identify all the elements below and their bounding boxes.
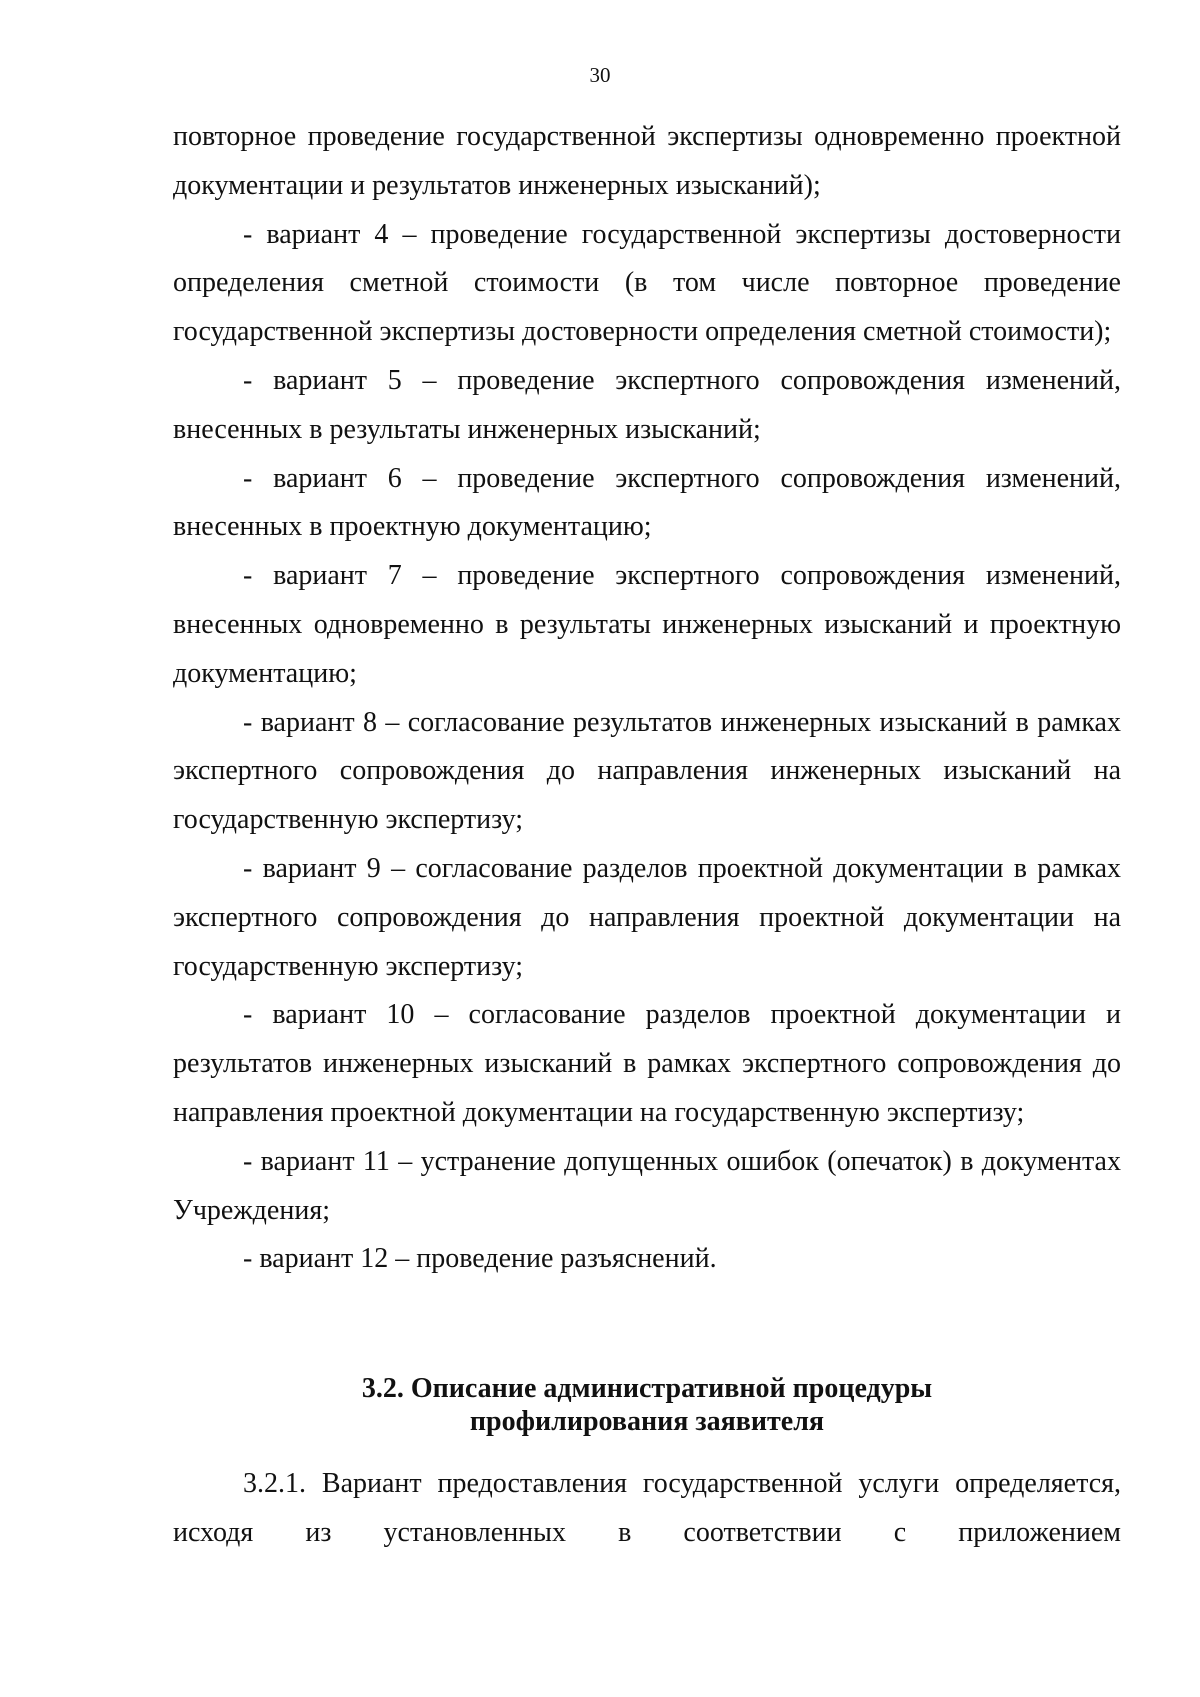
list-item-variant-8: - вариант 8 – согласование результатов инженерных изысканий в рамках экспертного сопровождения до направления инженерных изысканий на государственную экспертизу; <box>173 706 1121 836</box>
list-item-variant-4: - вариант 4 – проведение государственной экспертизы достоверности определения сметной стоимости (в том числе повторное проведение государственной экспертизы достоверности определения сметной стоимости); <box>173 218 1121 348</box>
section-body <box>173 1460 1121 1558</box>
list-item-variant-7: - вариант 7 – проведение экспертного сопровождения изменений, внесенных одновременно в результаты инженерных изысканий и проектную документацию; <box>173 560 1121 689</box>
list-item-variant-5: - вариант 5 – проведение экспертного сопровождения изменений, внесенных в результаты инженерных изысканий; <box>173 364 1121 445</box>
list-item-variant-11: - вариант 11 – устранение допущенных ошибок (опечаток) в документах Учреждения; <box>173 1145 1121 1226</box>
page-number: 30 <box>589 63 611 87</box>
section-heading <box>173 1372 1121 1438</box>
list-item-variant-6: - вариант 6 – проведение экспертного сопровождения изменений, внесенных в проектную документацию; <box>173 462 1121 543</box>
section-heading-line-2: профилирования заявителя <box>469 1406 825 1437</box>
list-item-variant-9: - вариант 9 – согласование разделов проектной документации в рамках экспертного сопровождения до направления проектной документации на государственную экспертизу; <box>173 852 1121 982</box>
paragraph-continuation: повторное проведение государственной экспертизы одновременно проектной документации и результатов инженерных изысканий); <box>173 121 1121 201</box>
list-item-variant-12: - вариант 12 – проведение разъяснений. <box>243 1243 717 1275</box>
document-body <box>173 113 1121 1284</box>
section-heading-line-1: 3.2. Описание административной процедуры <box>361 1373 933 1404</box>
section-paragraph: 3.2.1. Вариант предоставления государственной услуги определяется, исходя из установленных в соответствии с приложением <box>173 1468 1121 1548</box>
list-item-variant-10: - вариант 10 – согласование разделов проектной документации и результатов инженерных изысканий в рамках экспертного сопровождения до направления проектной документации на государственную экспертизу; <box>173 999 1121 1128</box>
